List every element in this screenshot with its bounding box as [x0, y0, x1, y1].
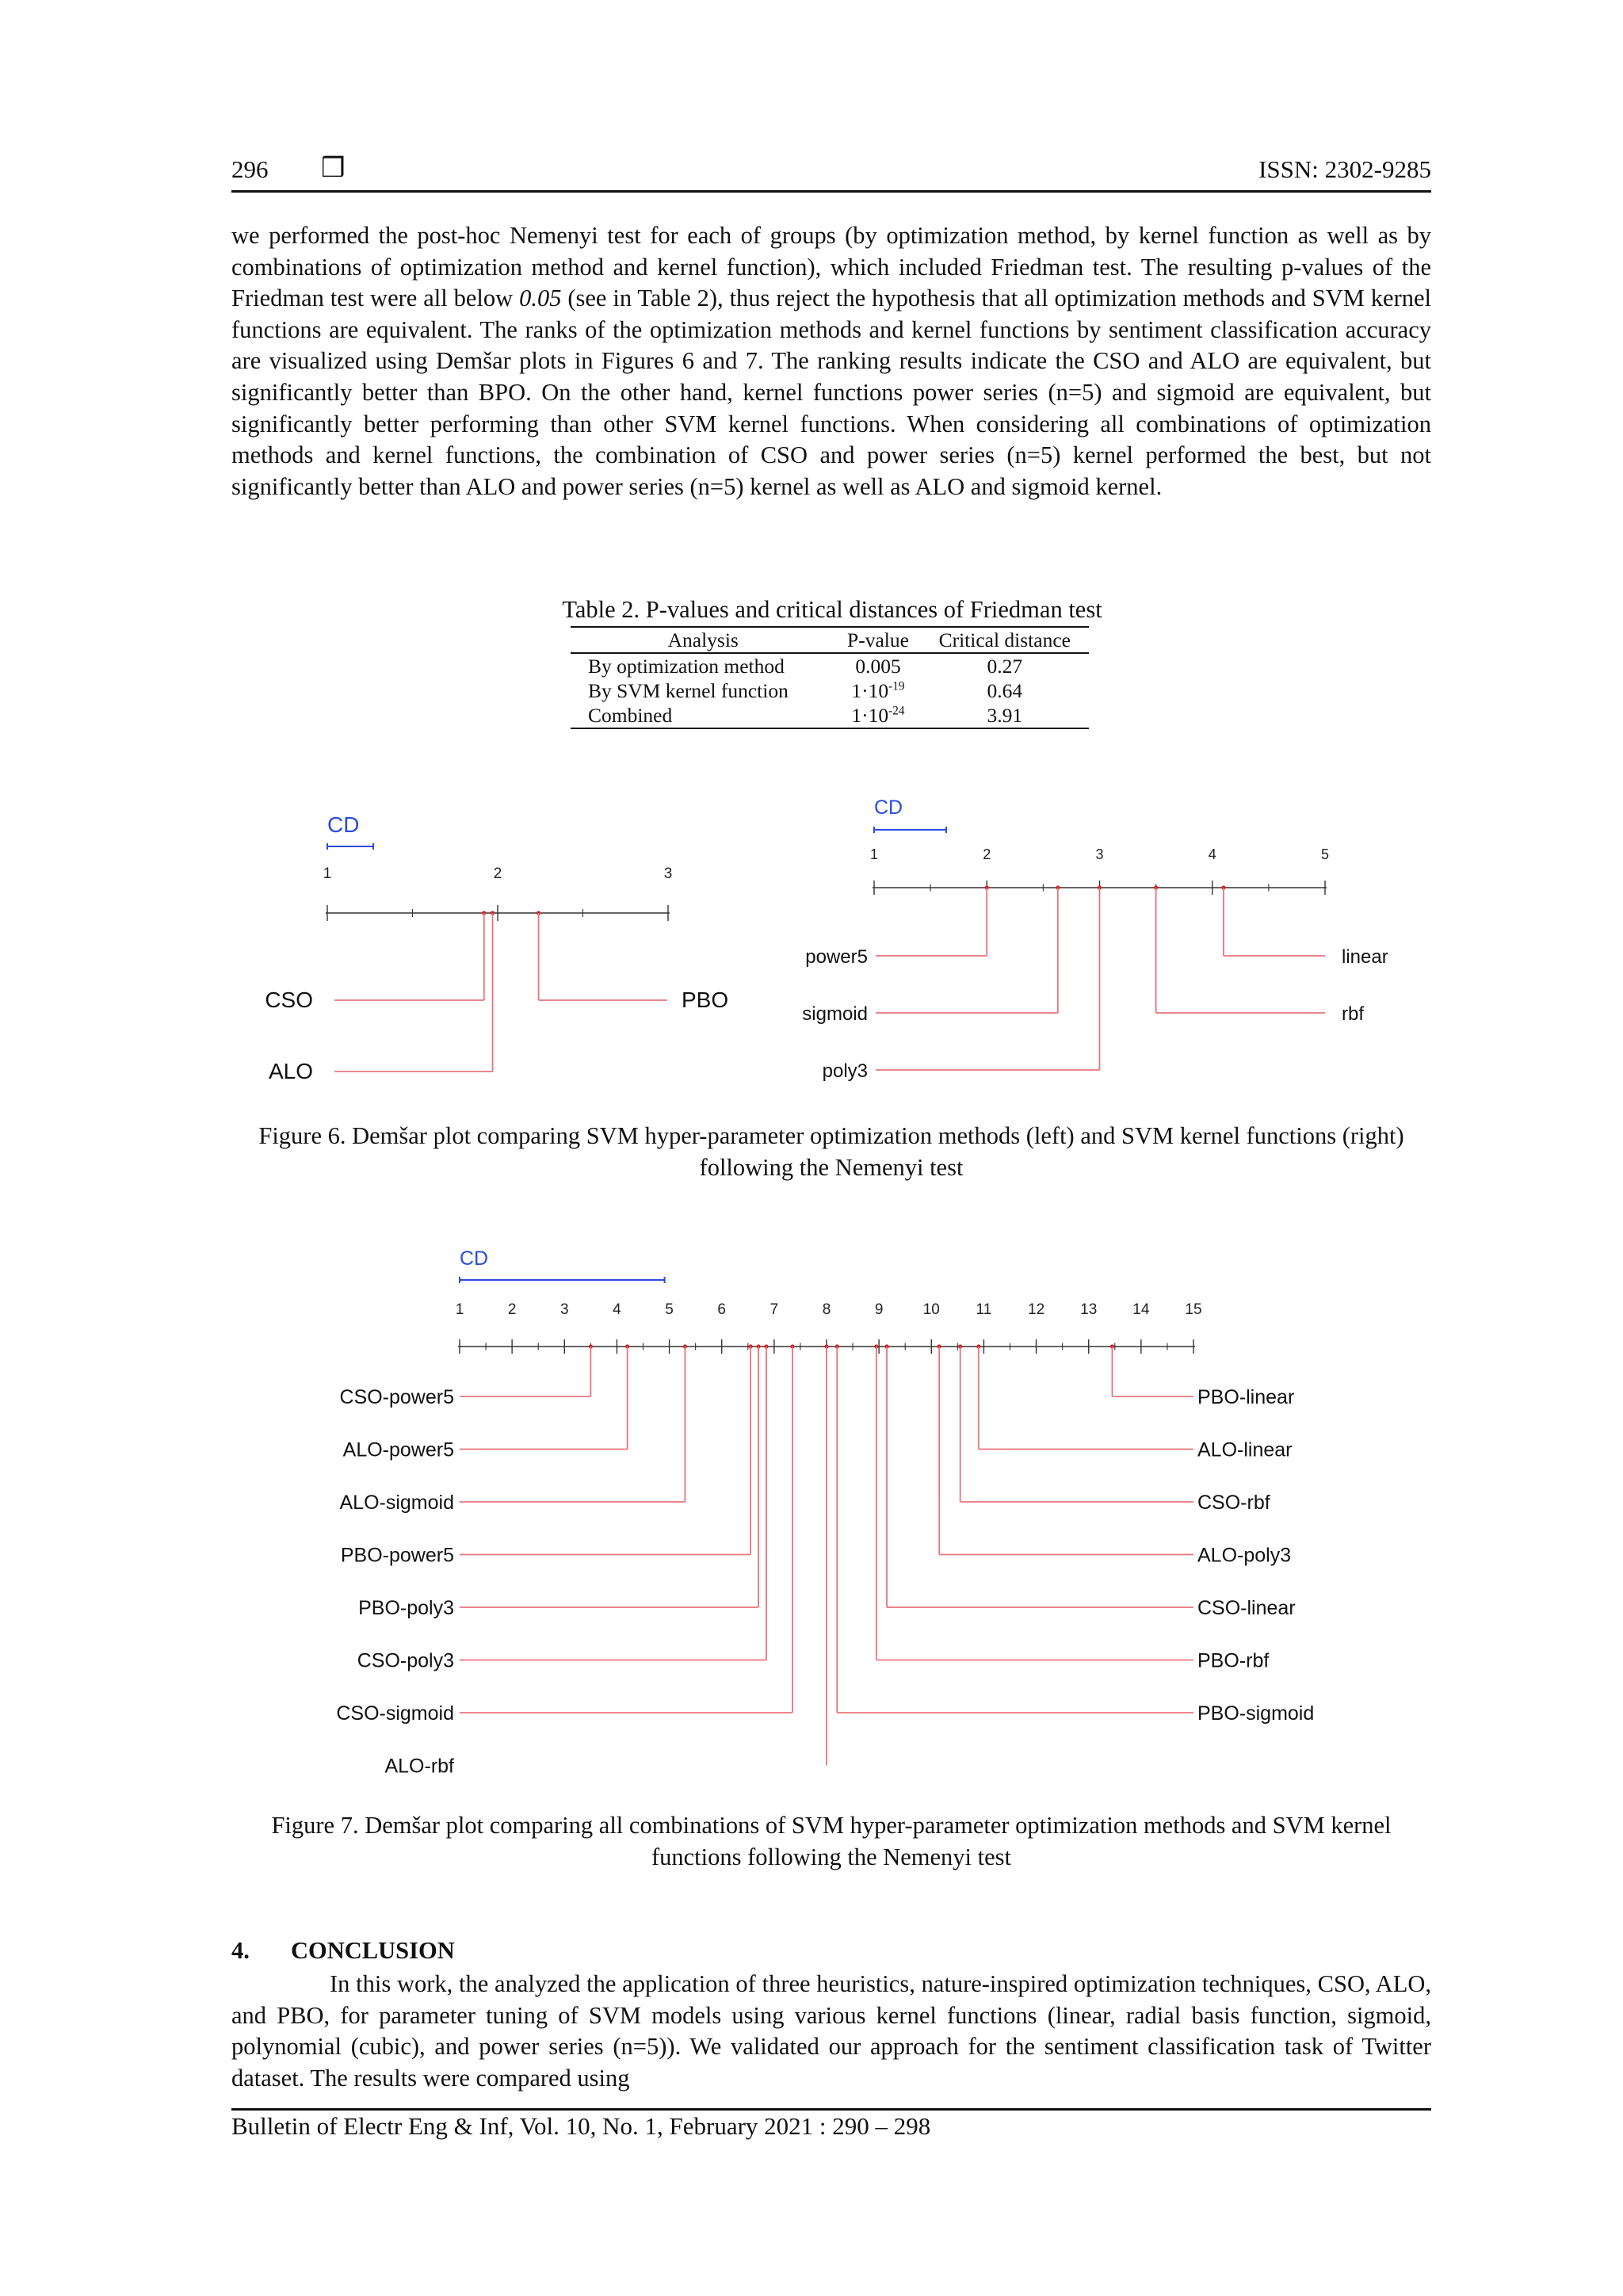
method-label: ALO-poly3: [1197, 1544, 1292, 1567]
tick-label: 4: [613, 1301, 621, 1318]
table-cell-analysis: By SVM kernel function: [588, 679, 789, 702]
intro-italic-value: 0.05: [519, 285, 562, 312]
table-header-row: [571, 627, 1089, 653]
tick-label: 10: [922, 1301, 940, 1318]
method-label: power5: [805, 946, 868, 968]
table-cell-analysis: By optimization method: [588, 655, 785, 678]
demsar-plot-kernels: [773, 785, 1407, 1094]
demsar-plot-optimization: [238, 785, 777, 1094]
table-cell-pvalue: 0.005: [855, 655, 901, 678]
table-cell-cd: 0.64: [987, 679, 1023, 702]
method-label: PBO: [682, 988, 729, 1012]
tick-label: 1: [323, 865, 332, 882]
tick-label: 8: [822, 1301, 831, 1318]
tick-label: 14: [1132, 1301, 1150, 1318]
table2: [571, 626, 1089, 729]
method-label: CSO: [265, 988, 313, 1012]
figure7-caption: Figure 7. Demšar plot comparing all combinations of SVM hyper-parameter optimization methods and SVM kernel functions following the Nemenyi test: [271, 1812, 1392, 1870]
method-label: PBO-sigmoid: [1197, 1702, 1315, 1725]
method-label: PBO-power5: [340, 1544, 454, 1567]
method-label: CSO-linear: [1197, 1597, 1296, 1619]
tick-label: 1: [455, 1301, 464, 1318]
tick-label: 5: [1320, 846, 1330, 862]
tick-label: 4: [1208, 846, 1216, 862]
cd-label: CD: [327, 812, 360, 837]
table-header-analysis: Analysis: [571, 627, 835, 653]
box-icon: ❒: [321, 154, 346, 183]
method-label: ALO-rbf: [384, 1755, 454, 1778]
method-label: PBO-poly3: [358, 1597, 454, 1619]
intro-text-2: (see in Table 2), thus reject the hypothesis that all optimization methods and SVM kernel functions are equivalent. The ranks of the optimization methods and kernel functions by sentiment classification accuracy are visualized using Demšar plots in Figures 6 and 7. The ranking results indicate the CSO and ALO are equivalent, but significantly better than BPO. On the other hand, kernel functions power series (n=5) and sigmoid are equivalent, but significantly better performing than other SVM kernel functions. When considering all combinations of optimization methods and kernel functions, the combination of CSO and power series (n=5) kernel performed the best, but not significantly better than ALO and power series (n=5) kernel as well as ALO and sigmoid kernel.: [231, 285, 1432, 500]
section-heading: CONCLUSION: [291, 1937, 455, 1964]
header-rule: [231, 190, 1431, 193]
tick-label: 2: [983, 846, 991, 862]
tick-label: 2: [493, 865, 502, 882]
method-label: ALO: [268, 1059, 313, 1083]
method-label: CSO-poly3: [357, 1649, 454, 1672]
section-number: 4.: [231, 1937, 250, 1964]
method-label: poly3: [822, 1060, 868, 1082]
method-label: rbf: [1342, 1003, 1365, 1025]
table-row: [571, 678, 1089, 703]
figure6-caption: Figure 6. Demšar plot comparing SVM hyper-parameter optimization methods (left) and SVM kernel functions (right) following the Nemenyi test: [258, 1122, 1404, 1181]
method-label: linear: [1342, 946, 1388, 968]
table-cell-cd: 0.27: [987, 655, 1023, 678]
table-header-pvalue: P-value: [835, 627, 920, 653]
method-label: ALO-sigmoid: [339, 1492, 454, 1514]
method-label: ALO-power5: [342, 1438, 454, 1461]
table-cell-cd: 3.91: [921, 703, 1089, 728]
method-label: PBO-linear: [1197, 1386, 1295, 1408]
method-label: sigmoid: [802, 1003, 868, 1025]
footer-rule: [231, 2108, 1431, 2111]
method-label: ALO-linear: [1197, 1438, 1293, 1461]
tick-label: 3: [559, 1301, 569, 1318]
tick-label: 5: [665, 1301, 674, 1318]
method-label: CSO-power5: [339, 1386, 454, 1408]
tick-label: 12: [1028, 1301, 1045, 1318]
intro-paragraph: [231, 220, 1431, 502]
table-cell-pvalue: $1\cdot 10^{-24}$: [835, 703, 920, 728]
table2-title: Table 2. P-values and critical distances of Friedman test: [562, 596, 1102, 623]
tick-label: 3: [1095, 846, 1104, 862]
demsar-plot-combined: [317, 1236, 1363, 1791]
tick-label: 6: [717, 1301, 727, 1318]
method-label: CSO-sigmoid: [336, 1702, 454, 1725]
tick-label: 15: [1185, 1301, 1202, 1318]
table-row: [571, 653, 1089, 678]
table-cell-pvalue: $1\cdot 10^{-19}$: [851, 679, 905, 702]
table-row: [571, 703, 1089, 728]
tick-label: 9: [874, 1301, 884, 1318]
table-header-cd: Critical distance: [921, 627, 1089, 653]
method-label: CSO-rbf: [1197, 1492, 1270, 1514]
tick-label: 3: [663, 865, 673, 882]
issn: ISSN: 2302-9285: [1258, 155, 1431, 183]
tick-label: 1: [869, 846, 879, 862]
page-number: 296: [231, 155, 269, 183]
tick-label: 2: [507, 1301, 517, 1318]
tick-label: 13: [1080, 1301, 1098, 1318]
cd-label: CD: [874, 797, 903, 819]
table-cell-analysis: Combined: [571, 703, 835, 728]
cd-label: CD: [460, 1247, 489, 1270]
conclusion-paragraph: In this work, the analyzed the application of three heuristics, nature-inspired optimization techniques, CSO, ALO, and PBO, for parameter tuning of SVM models using various kernel functions (linear, radial basis function, sigmoid, polynomial (cubic), and power series (n=5)). We validated our approach for the sentiment classification task of Twitter dataset. The results were compared using: [231, 1970, 1431, 2092]
intro-text-1: we performed the post-hoc Nemenyi test for each of groups (by optimization method, by kernel function as well as by combinations of optimization method and kernel function), which included Friedman test. The resulting p-values of the Friedman test were all below: [231, 222, 1431, 312]
footer-text: Bulletin of Electr Eng & Inf, Vol. 10, No. 1, February 2021 : 290 – 298: [231, 2112, 931, 2140]
tick-label: 11: [976, 1301, 992, 1318]
tick-label: 7: [769, 1301, 779, 1318]
method-label: PBO-rbf: [1197, 1649, 1270, 1672]
